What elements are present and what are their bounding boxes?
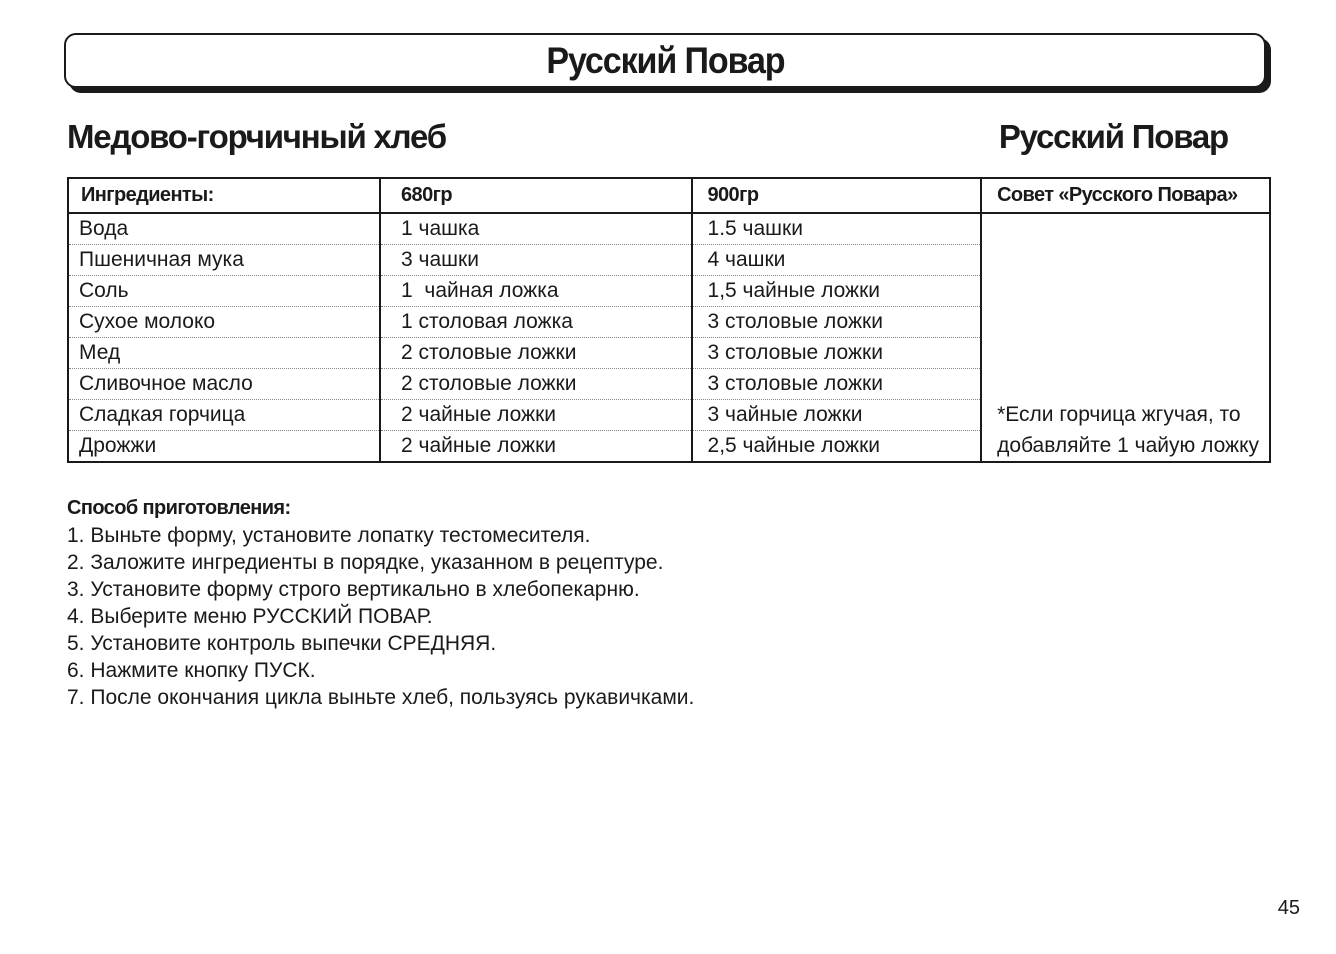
amount-680-cell: 2 чайные ложки <box>380 400 691 431</box>
method-step: 3. Установите форму строго вертикально в хлебопекарню. <box>67 578 640 601</box>
method-step: 1. Выньте форму, установите лопатку тестомесителя. <box>67 524 591 547</box>
program-name: Русский Повар <box>998 118 1228 155</box>
amount-900-cell: 3 столовые ложки <box>692 369 982 400</box>
ingredient-cell: Сливочное масло <box>68 369 380 400</box>
tip-cell <box>981 276 1270 307</box>
amount-680-cell: 2 столовые ложки <box>380 369 691 400</box>
ingredient-cell: Вода <box>68 213 380 245</box>
ingredient-cell: Сладкая горчица <box>68 400 380 431</box>
table-row <box>68 276 1270 307</box>
amount-900-cell: 3 столовые ложки <box>692 338 982 369</box>
method-step: 2. Заложите ингредиенты в порядке, указанном в рецептуре. <box>67 551 664 574</box>
amount-680-cell: 1 чайная ложка <box>380 276 691 307</box>
table-row <box>68 213 1270 245</box>
page-number: 45 <box>1277 897 1300 919</box>
table-row <box>68 431 1270 463</box>
tip-cell <box>981 369 1270 400</box>
amount-900-cell: 3 чайные ложки <box>692 400 982 431</box>
ingredient-cell: Дрожжи <box>68 431 380 463</box>
ingredient-cell: Сухое молоко <box>68 307 380 338</box>
title-banner <box>64 33 1266 88</box>
table-header-row <box>68 178 1270 213</box>
amount-680-cell: 2 чайные ложки <box>380 431 691 463</box>
amount-900-cell: 2,5 чайные ложки <box>692 431 982 463</box>
method-heading: Способ приготовления: <box>67 497 291 519</box>
tip-cell <box>981 213 1270 245</box>
ingredient-cell: Соль <box>68 276 380 307</box>
method-step: 6. Нажмите кнопку ПУСК. <box>67 659 316 682</box>
amount-900-cell: 4 чашки <box>692 245 982 276</box>
amount-680-cell: 2 столовые ложки <box>380 338 691 369</box>
table-row <box>68 307 1270 338</box>
amount-680-cell: 1 столовая ложка <box>380 307 691 338</box>
tip-line-1: *Если горчица жгучая, то <box>981 400 1270 431</box>
table-row <box>68 338 1270 369</box>
column-header-tip: Совет «Русского Повара» <box>981 178 1270 213</box>
ingredient-cell: Пшеничная мука <box>68 245 380 276</box>
table-row <box>68 400 1270 431</box>
table-row <box>68 245 1270 276</box>
tip-cell <box>981 307 1270 338</box>
method-section <box>67 495 694 711</box>
tip-cell <box>981 245 1270 276</box>
amount-680-cell: 1 чашка <box>380 213 691 245</box>
tip-cell <box>981 338 1270 369</box>
column-header-900g: 900гр <box>692 178 982 213</box>
amount-900-cell: 1.5 чашки <box>692 213 982 245</box>
recipe-title: Медово-горчичный хлеб <box>67 118 446 155</box>
method-step: 5. Установите контроль выпечки СРЕДНЯЯ. <box>67 632 497 655</box>
ingredient-cell: Мед <box>68 338 380 369</box>
column-header-680g: 680гр <box>380 178 691 213</box>
method-step: 4. Выберите меню РУССКИЙ ПОВАР. <box>67 605 433 628</box>
column-header-ingredients: Ингредиенты: <box>68 178 380 213</box>
tip-line-2: добавляйте 1 чайую ложку <box>981 431 1270 463</box>
amount-900-cell: 3 столовые ложки <box>692 307 982 338</box>
banner-title: Русский Повар <box>545 40 785 81</box>
ingredients-table <box>67 177 1271 463</box>
amount-900-cell: 1,5 чайные ложки <box>692 276 982 307</box>
table-row <box>68 369 1270 400</box>
amount-680-cell: 3 чашки <box>380 245 691 276</box>
method-step: 7. После окончания цикла выньте хлеб, пользуясь рукавичками. <box>67 686 695 709</box>
